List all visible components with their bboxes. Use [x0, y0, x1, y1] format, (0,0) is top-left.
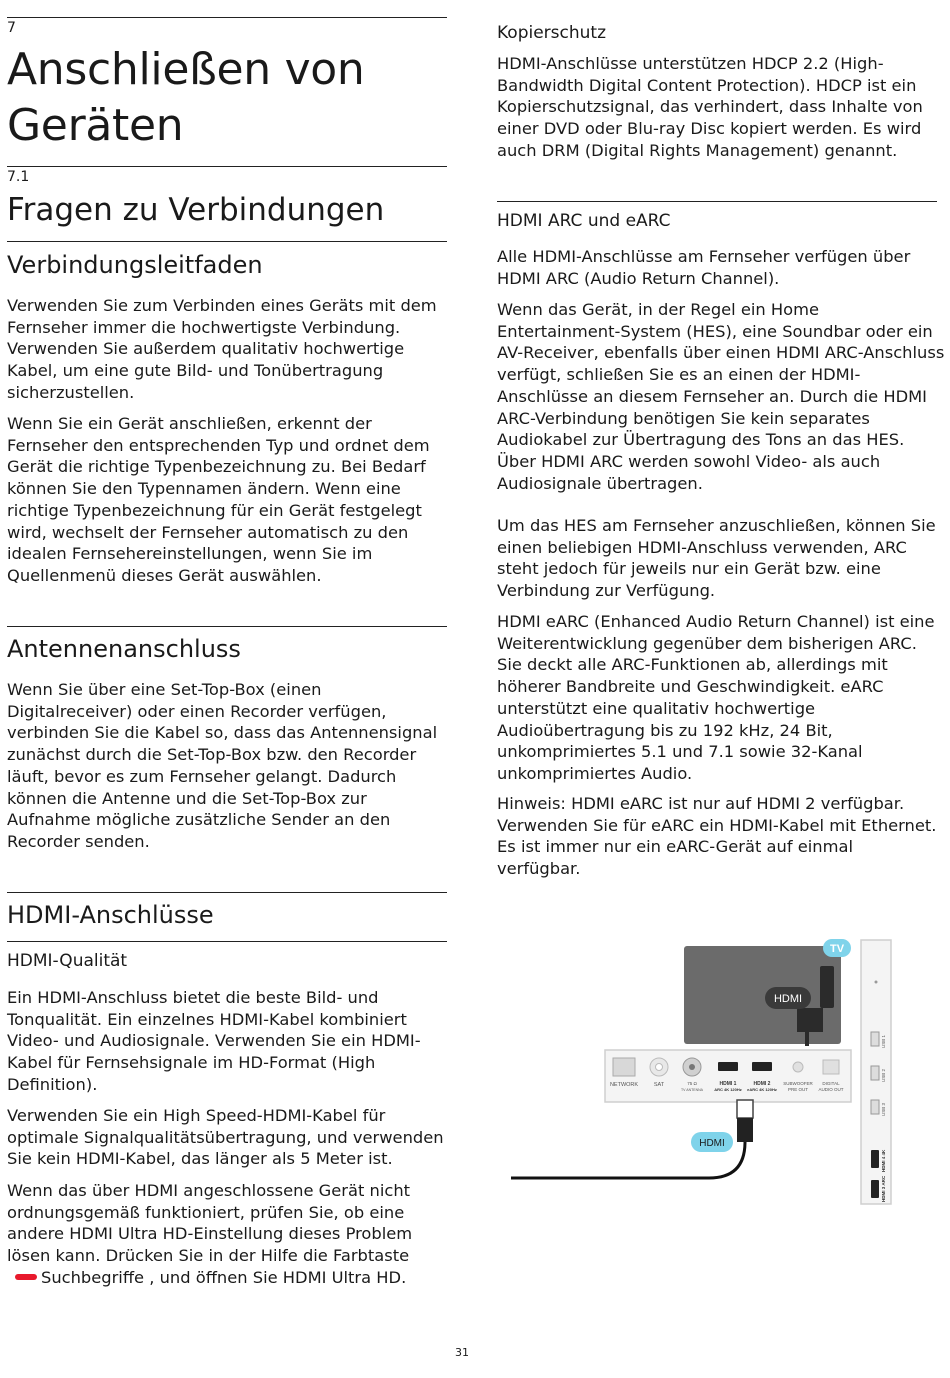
text-segment: , und öffnen Sie: [144, 1267, 283, 1287]
port-label: 75 Ω: [687, 1081, 697, 1086]
paragraph-hdmi-3: [7, 1180, 437, 1289]
paragraph-hdmi-2: Verwenden Sie ein High Speed-HDMI-Kabel für optimale Signalqualitätsübertragung, und verwenden Sie kein HDMI-Kabel, das länger als 5 Meter ist.: [7, 1106, 444, 1169]
heading-antennenanschluss: Antennenanschluss: [7, 635, 241, 663]
heading-kopierschutz: Kopierschutz: [497, 23, 607, 43]
rule-antenne: [7, 626, 447, 627]
rule-hdmi-quality: [7, 941, 447, 942]
port-sublabel: eARC 4K 120Hz: [747, 1087, 777, 1092]
text-segment: (Audio Return Channel).: [578, 268, 780, 288]
text-segment: .: [401, 1267, 407, 1287]
hdmi-connection-diagram: [497, 922, 937, 1208]
setting-hdmi-ultra-hd-2: HDMI Ultra HD: [282, 1267, 402, 1287]
port-label: HDMI 1: [719, 1081, 737, 1087]
port-label: NETWORK: [609, 1082, 639, 1088]
device-port-block-icon: [797, 1008, 823, 1032]
port-label: HDMI 2: [753, 1081, 771, 1087]
section-number: 7.1: [7, 169, 30, 185]
hdmi-plug-icon: [737, 1100, 753, 1118]
heading-verbindungsleitfaden: Verbindungsleitfaden: [7, 251, 263, 279]
heading-hdmi-qualitaet: HDMI-Qualität: [7, 951, 128, 971]
page-number: 31: [455, 1346, 469, 1359]
paragraph-leitfaden-2: Wenn Sie ein Gerät anschließen, erkennt der Fernseher den entsprechenden Typ und ordnet dem Gerät die richtige Typenbezeichnung zu. Bei Bedarf können Sie den Typennamen ändern. Wenn eine richtige Typenbezeichnung für ein Gerät festgelegt wird, wechselt der Fernseher automatisch zu den idealen Fernsehereinstellungen, wenn Sie im Quellenmenü dieses Gerät auswählen.: [7, 414, 430, 585]
text-segment: Hinweis:: [497, 794, 572, 813]
side-port-label: HDMI 4 4K: [881, 1149, 886, 1172]
chapter-title: Anschließen von Geräten: [7, 44, 365, 151]
side-port-label: USB 2: [881, 1068, 886, 1082]
text-segment: verfügbar. Verwenden Sie für eARC ein HDMI-Kabel mit Ethernet. Es ist immer nur ein eARC-Gerät auf einmal verfügbar.: [497, 794, 937, 879]
paragraph-kopierschutz: HDMI-Anschlüsse unterstützen HDCP 2.2 (High-Bandwidth Digital Content Protection). HDCP ist ein Kopierschutzsignal, das verhindert, dass Inhalte von einer DVD oder Blu-ray Disc kopiert werden. Es wird auch DRM (Digital Rights Management) genannt.: [497, 54, 923, 160]
rule-leitfaden: [7, 241, 447, 242]
text-segment: ist nur auf: [662, 794, 757, 813]
paragraph-arc-2: Wenn das Gerät, in der Regel ein Home Entertainment-System (HES), eine Soundbar oder ein AV-Receiver, ebenfalls über einen HDMI ARC-Anschluss verfügt, schließen Sie es an einen der HDMI-Anschlüsse an diesem Fernseher an. Durch die HDMI ARC-Verbindung benötigen Sie kein separates Audiokabel zur Übertragung des Tons an das HES. Über HDMI ARC werden sowohl Video- als auch Audiosignale übertragen.: [497, 300, 945, 493]
paragraph-leitfaden-1: Verwenden Sie zum Verbinden eines Geräts mit dem Fernseher immer die hochwertigste Verbindung. Verwenden Sie außerdem qualitativ hochwertige Kabel, um eine gute Bild- und Tonübertragung sicherzustellen.: [7, 296, 437, 402]
paragraph-arc-note: [497, 793, 937, 880]
device-hdmi-label: HDMI: [773, 993, 803, 1005]
paragraph-antenne: Wenn Sie über eine Set-Top-Box (einen Digitalreceiver) oder einen Recorder verfügen, verbinden Sie die Kabel so, dass das Antennensignal zunächst durch die Set-Top-Box bzw. den Recorder läuft, bevor es zum Fernseher gelangt. Dadurch können die Antenne und die Set-Top-Box zur Aufnahme mögliche zusätzliche Sender an den Recorder senden.: [7, 680, 438, 851]
port-sublabel: ARC 4K 120Hz: [714, 1087, 742, 1092]
text-segment: Alle HDMI-Anschlüsse am Fernseher verfügen über: [497, 247, 911, 266]
port-sublabel: TV ANTENNA: [681, 1088, 703, 1092]
port-label: SAT: [653, 1082, 665, 1088]
paragraph-arc-4: [497, 611, 937, 785]
tv-rear-panel: [605, 1050, 851, 1102]
red-color-key-icon: [15, 1274, 37, 1280]
device-cable-plug-icon: [820, 966, 834, 1008]
section-title: Fragen zu Verbindungen: [7, 192, 385, 228]
port-network: [610, 1058, 638, 1088]
paragraph-arc-3: Um das HES am Fernseher anzuschließen, können Sie einen beliebigen HDMI-Anschluss verwenden, ARC steht jedoch für jeweils nur ein Gerät bzw. eine Verbindung zur Verfügung.: [497, 516, 936, 601]
term-hdmi-earc: HDMI eARC: [571, 794, 663, 813]
heading-hdmi-arc-earc: HDMI ARC und eARC: [497, 211, 671, 231]
rule-arc: [497, 201, 937, 202]
port-sublabel: AUDIO OUT: [818, 1087, 844, 1092]
text-segment: (Enhanced Audio Return Channel) ist eine Weiterentwicklung gegenüber dem bisherigen ARC. Sie deckt alle ARC-Funktionen ab, allerdings mit höherer Bandbreite und Geschwindigkeit. eARC unterstützt eine qualitativ hochwertige Audioübertragung bis zu 192 kHz, 24 Bit, unkomprimiertes 5.1 und 7.1 sowie 32-Kanal unkomprimiertes Audio.: [497, 612, 935, 783]
port-label: SUBWOOFER: [783, 1081, 813, 1086]
term-hdmi-arc: HDMI ARC: [497, 268, 579, 288]
port-label: DIGITAL: [822, 1081, 840, 1086]
tv-badge-label: TV: [829, 943, 845, 955]
term-hdmi-2: HDMI 2: [756, 794, 816, 813]
text-segment: Wenn das über HDMI angeschlossene Gerät nicht ordnungsgemäß funktioniert, prüfen Sie, ob eine andere: [7, 1181, 411, 1244]
term-hdmi-earc: HDMI eARC: [497, 612, 589, 631]
side-port-label: USB 1: [881, 1034, 886, 1048]
side-port-label: USB 3: [881, 1102, 886, 1116]
cable-hdmi-label: HDMI: [699, 1138, 725, 1149]
port-sublabel: PRE OUT: [787, 1087, 809, 1092]
hdmi-plug-body-icon: [737, 1118, 753, 1142]
text-segment: -Einstellung dieses Problem lösen kann. Drücken Sie in der Hilfe die Farbtaste: [7, 1224, 413, 1266]
keyword-suchbegriffe: Suchbegriffe: [41, 1267, 145, 1287]
paragraph-hdmi-1: Ein HDMI-Anschluss bietet die beste Bild- und Tonqualität. Ein einzelnes HDMI-Kabel kombiniert Video- und Audiosignale. Verwenden Sie ein HDMI-Kabel für Fernsehsignale im HD-Format (High Definition).: [7, 988, 421, 1094]
rule-hdmi: [7, 892, 447, 893]
chapter-number: 7: [7, 20, 16, 36]
heading-hdmi-anschluesse: HDMI-Anschlüsse: [7, 901, 214, 929]
paragraph-arc-1: [497, 246, 937, 289]
setting-hdmi-ultra-hd: HDMI Ultra HD: [69, 1224, 188, 1244]
side-port-label: HDMI 3 ARC: [881, 1175, 886, 1202]
